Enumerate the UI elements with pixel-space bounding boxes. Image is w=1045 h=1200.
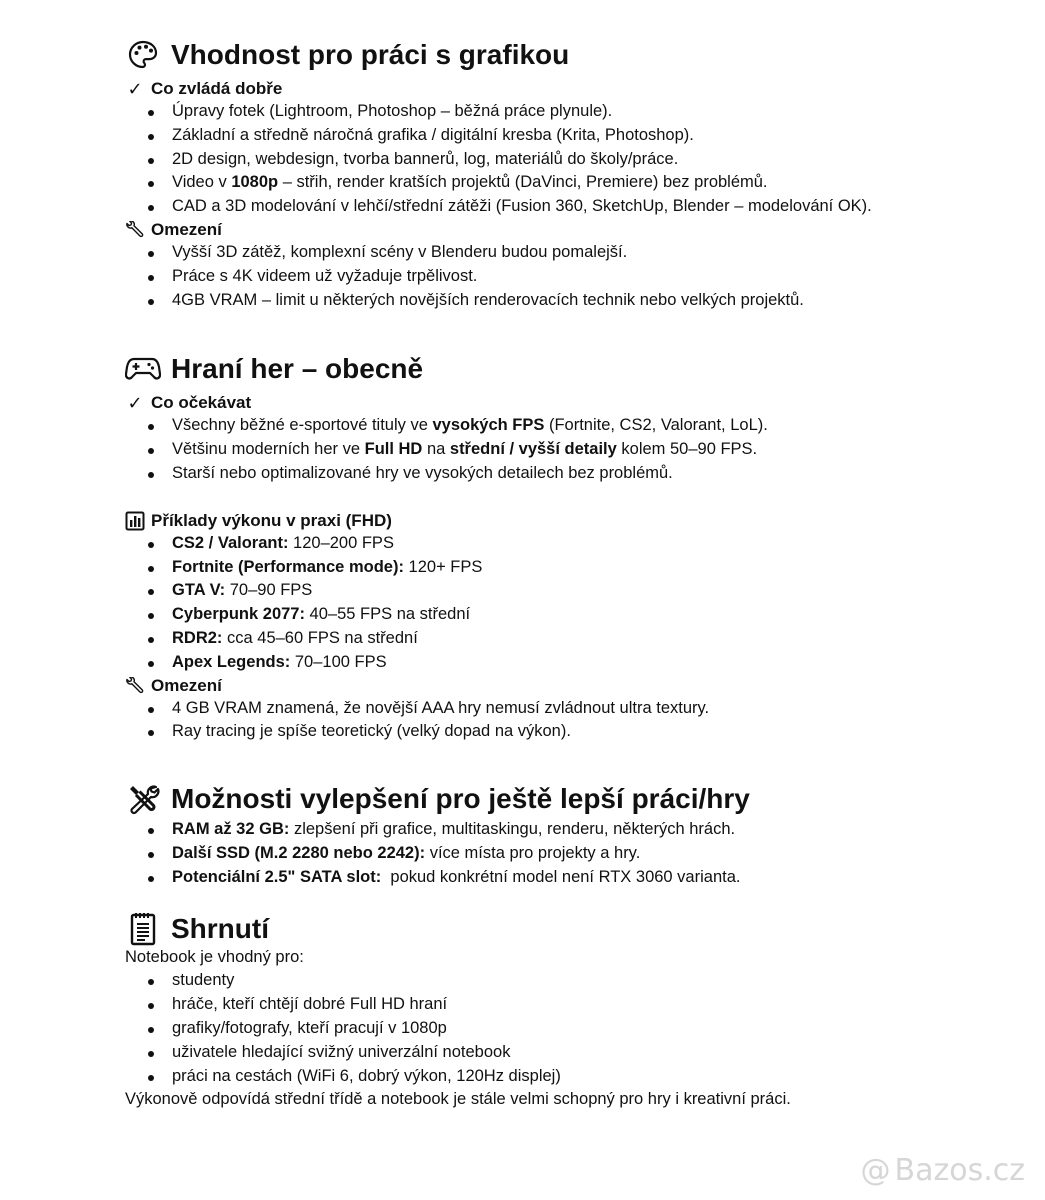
subheading-limits: Omezení	[125, 675, 1025, 697]
list-item: Úpravy fotek (Lightroom, Photoshop – běžná práce plynule).	[125, 100, 1025, 124]
list-item: studenty	[125, 969, 1025, 993]
at-logo-icon: @	[860, 1153, 891, 1188]
list-item: uživatele hledající svižný univerzální notebook	[125, 1041, 1025, 1065]
section-heading	[125, 912, 1025, 946]
list-item: RAM až 32 GB: zlepšení při grafice, multitaskingu, renderu, některých hrách.	[125, 818, 1025, 842]
list-item: Fortnite (Performance mode): 120+ FPS	[125, 556, 1025, 580]
list-item: Starší nebo optimalizované hry ve vysokých detailech bez problémů.	[125, 462, 1025, 486]
subheading-limits: Omezení	[125, 219, 1025, 241]
palette-icon	[125, 38, 161, 72]
section-heading	[125, 782, 1025, 816]
bar-chart-icon	[125, 511, 145, 531]
gamepad-icon	[125, 352, 161, 386]
section-title: Hraní her – obecně	[171, 353, 424, 385]
list-item: grafiky/fotografy, kteří pracují v 1080p	[125, 1017, 1025, 1041]
list-item: CAD a 3D modelování v lehčí/střední zátěži (Fusion 360, SketchUp, Blender – modelování OK).	[125, 195, 1025, 219]
list-item: Cyberpunk 2077: 40–55 FPS na střední	[125, 603, 1025, 627]
list-item: Apex Legends: 70–100 FPS	[125, 651, 1025, 675]
list-item: GTA V: 70–90 FPS	[125, 579, 1025, 603]
list-item: Všechny běžné e-sportové tituly ve vysokých FPS (Fortnite, CS2, Valorant, LoL).	[125, 414, 1025, 438]
checkmark-icon: ✓	[127, 393, 143, 414]
list-item: RDR2: cca 45–60 FPS na střední	[125, 627, 1025, 651]
list-good	[125, 100, 1025, 219]
section-gaming	[125, 352, 1025, 744]
section-title: Vhodnost pro práci s grafikou	[171, 39, 570, 70]
list-item: Vyšší 3D zátěž, komplexní scény v Blenderu budou pomalejší.	[125, 241, 1025, 265]
list-item: 4 GB VRAM znamená, že novější AAA hry nemusí zvládnout ultra textury.	[125, 697, 1025, 721]
list-item: Většinu moderních her ve Full HD na střední / vyšší detaily kolem 50–90 FPS.	[125, 438, 1025, 462]
watermark-text: Bazos.cz	[894, 1153, 1025, 1188]
list-item: Video v 1080p – střih, render kratších projektů (DaVinci, Premiere) bez problémů.	[125, 171, 1025, 195]
list-limits	[125, 241, 1025, 312]
list-upgrades	[125, 818, 1025, 889]
summary-conclusion: Výkonově odpovídá střední třídě a notebook je stále velmi schopný pro hry i kreativní práci.	[125, 1090, 791, 1109]
subheading-expect: ✓ Co očekávat	[125, 392, 1025, 414]
subheading-examples: Příklady výkonu v praxi (FHD)	[125, 510, 1025, 532]
section-upgrades	[125, 782, 1025, 889]
list-limits	[125, 697, 1025, 745]
list-item: 2D design, webdesign, tvorba bannerů, log, materiálů do školy/práce.	[125, 148, 1025, 172]
list-item: hráče, kteří chtějí dobré Full HD hraní	[125, 993, 1025, 1017]
section-summary	[125, 912, 1025, 1113]
list-item: Ray tracing je spíše teoretický (velký dopad na výkon).	[125, 720, 1025, 744]
document-page	[125, 38, 1025, 1112]
subheading-good: ✓ Co zvládá dobře	[125, 78, 1025, 100]
wrench-icon	[125, 221, 145, 239]
list-summary	[125, 969, 1025, 1088]
list-examples	[125, 532, 1025, 675]
list-item: CS2 / Valorant: 120–200 FPS	[125, 532, 1025, 556]
list-item: práci na cestách (WiFi 6, dobrý výkon, 120Hz displej)	[125, 1065, 1025, 1089]
list-item: Další SSD (M.2 2280 nebo 2242): více místa pro projekty a hry.	[125, 842, 1025, 866]
list-item: Práce s 4K videem už vyžaduje trpělivost.	[125, 265, 1025, 289]
list-item: 4GB VRAM – limit u některých novějších renderovacích technik nebo velkých projektů.	[125, 289, 1025, 313]
notepad-icon	[125, 912, 161, 946]
tools-icon	[125, 782, 161, 816]
checkmark-icon: ✓	[127, 79, 143, 99]
list-item: Potenciální 2.5" SATA slot: pokud konkrétní model není RTX 3060 varianta.	[125, 866, 1025, 890]
section-heading	[125, 352, 1025, 386]
list-item: Základní a středně náročná grafika / digitální kresba (Krita, Photoshop).	[125, 124, 1025, 148]
section-title: Shrnutí	[171, 912, 269, 944]
section-heading	[125, 38, 1025, 72]
section-graphics	[125, 38, 1025, 312]
summary-intro: Notebook je vhodný pro:	[125, 947, 304, 966]
wrench-icon	[125, 677, 145, 695]
section-title: Možnosti vylepšení pro ještě lepší práci/hry	[171, 783, 750, 815]
watermark	[861, 1153, 1025, 1188]
list-expect	[125, 414, 1025, 485]
